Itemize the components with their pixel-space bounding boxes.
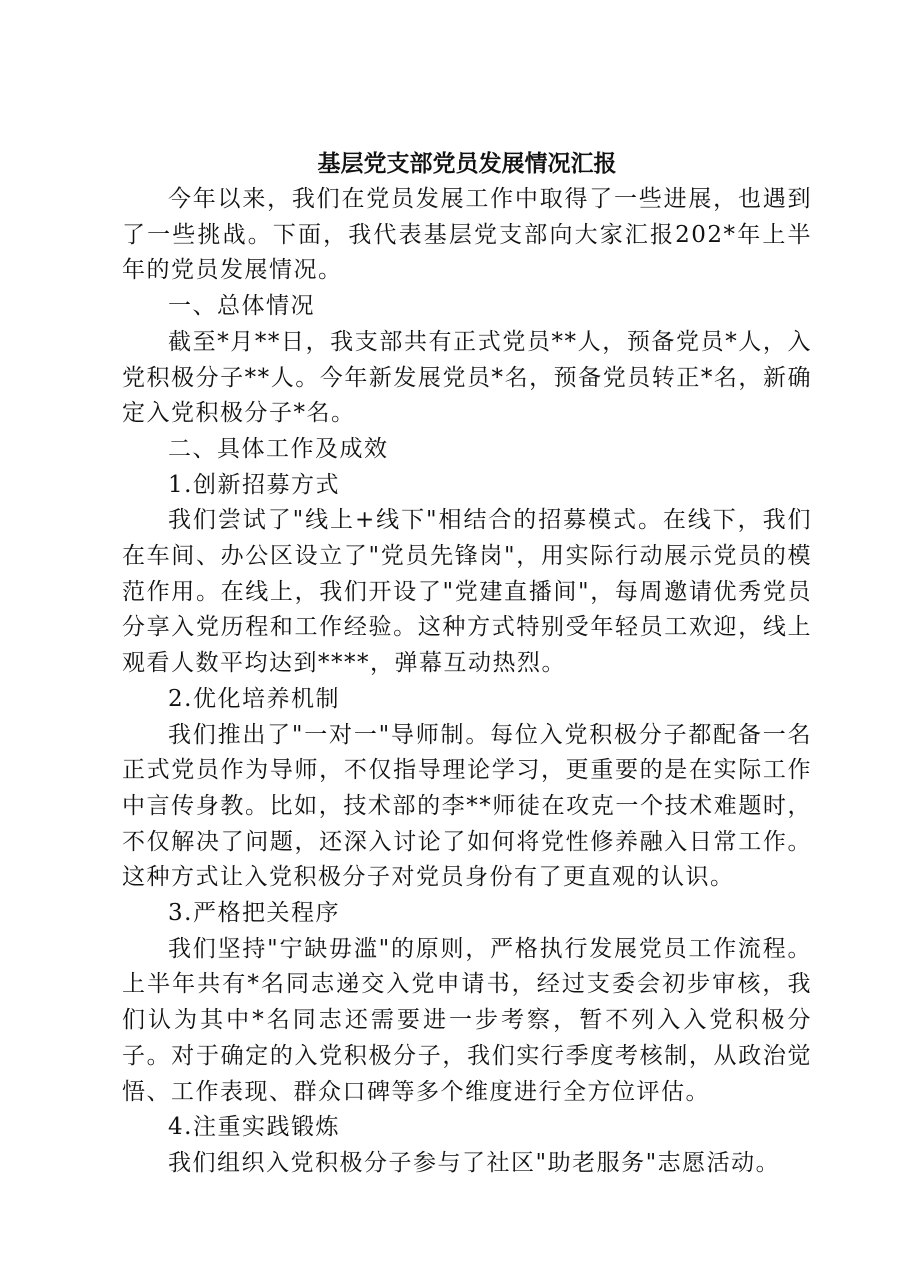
item-4-heading: 4.注重实践锻炼 (168, 1114, 340, 1141)
item-2-heading: 2.优化培养机制 (168, 685, 340, 712)
intro-paragraph: 今年以来，我们在党员发展工作中取得了一些进展，也遇到了一些挑战。下面，我代表基层党支部向大家汇报202*年上半年的党员发展情况。 (122, 186, 812, 284)
item-3-heading: 3.严格把关程序 (168, 900, 340, 927)
section-2-heading: 二、具体工作及成效 (168, 435, 389, 462)
item-4-paragraph: 我们组织入党积极分子参与了社区"助老服务"志愿活动。 (168, 1149, 781, 1176)
item-1-paragraph: 我们尝试了"线上+线下"相结合的招募模式。在线下，我们在车间、办公区设立了"党员先锋岗"，用实际行动展示党员的模范作用。在线上，我们开设了"党建直播间"，每周邀请优秀党员分享入党历程和工作经验。这种方式特别受年轻员工欢迎，线上观看人数平均达到****，弹幕互动热烈。 (122, 507, 812, 677)
item-2-paragraph: 我们推出了"一对一"导师制。每位入党积极分子都配备一名正式党员作为导师，不仅指导理论学习，更重要的是在实际工作中言传身教。比如，技术部的李**师徒在攻克一个技术难题时，不仅解决了问题，还深入讨论了如何将党性修养融入日常工作。这种方式让入党积极分子对党员身份有了更直观的认识。 (122, 721, 812, 891)
document-title: 基层党支部党员发展情况汇报 (317, 150, 617, 177)
document-body (122, 146, 812, 1182)
item-1-heading: 1.创新招募方式 (168, 471, 340, 498)
section-1-paragraph: 截至*月**日，我支部共有正式党员**人，预备党员*人，入党积极分子**人。今年新发展党员*名，预备党员转正*名，新确定入党积极分子*名。 (122, 328, 812, 427)
item-3-paragraph: 我们坚持"宁缺毋滥"的原则，严格执行发展党员工作流程。上半年共有*名同志递交入党申请书，经过支委会初步审核，我们认为其中*名同志还需要进一步考察，暂不列入入党积极分子。对于确定的入党积极分子，我们实行季度考核制，从政治觉悟、工作表现、群众口碑等多个维度进行全方位评估。 (122, 935, 812, 1105)
section-1-heading: 一、总体情况 (168, 293, 315, 320)
